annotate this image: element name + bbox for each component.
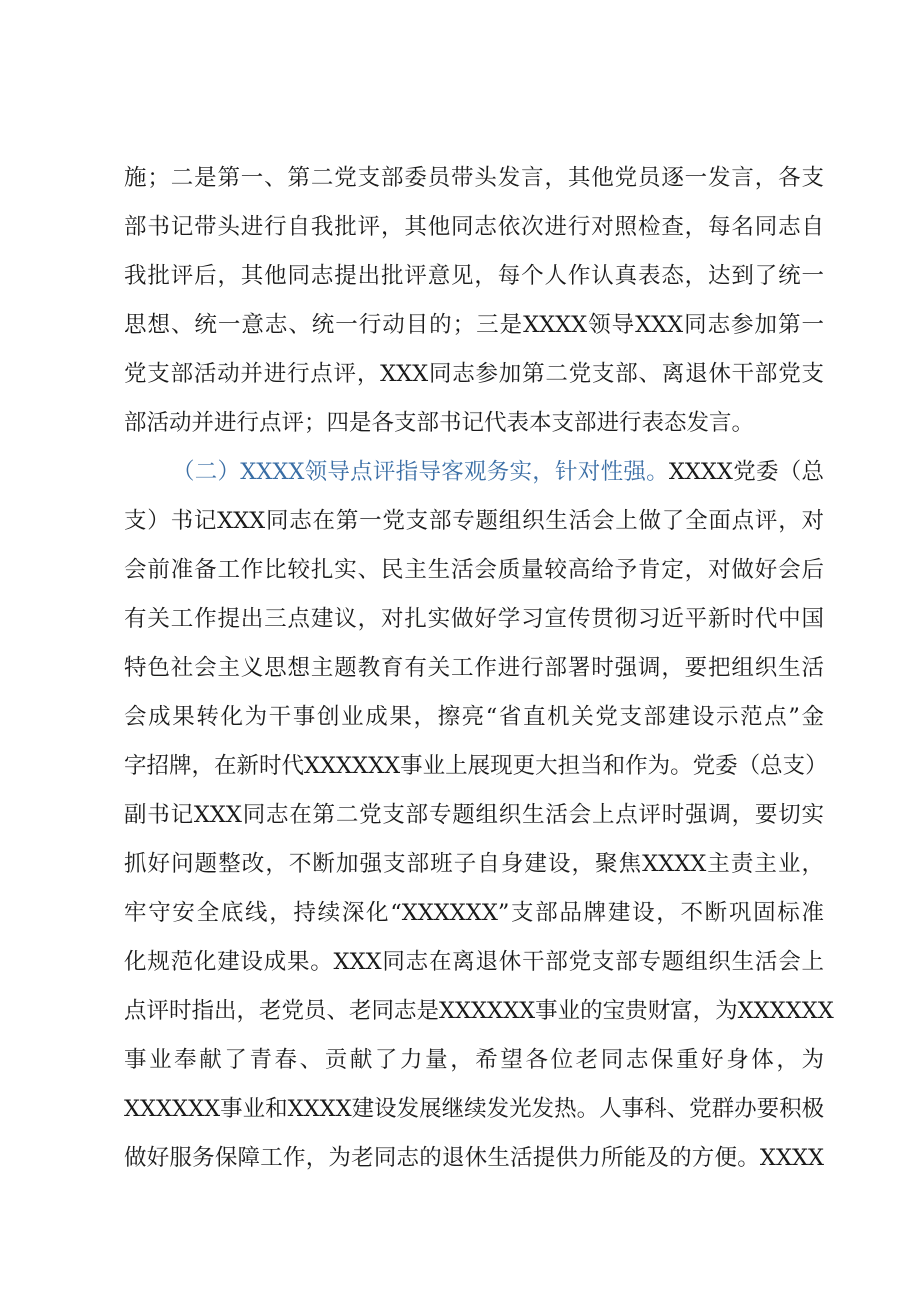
text-line: 点评时指出，老党员、老同志是XXXXXX事业的宝贵财富，为XXXXXX (124, 998, 834, 1024)
text-line: 特色社会主义思想主题教育有关工作进行部署时强调，要把组织生活 (124, 655, 824, 681)
text-line: 化规范化建设成果。XXX同志在离退休干部党支部专题组织生活会上 (124, 949, 824, 975)
text-line: 部活动并进行点评；四是各支部书记代表本支部进行表态发言。 (124, 410, 755, 436)
heading-trailing-text: XXXX党委（总 (668, 459, 824, 485)
text-line: 副书记XXX同志在第二党支部专题组织生活会上点评时强调，要切实 (124, 802, 824, 828)
text-line: 抓好问题整改，不断加强支部班子自身建设，聚焦XXXX主责主业， (124, 851, 824, 877)
text-line: 做好服务保障工作，为老同志的退休生活提供力所能及的方便。XXXX (124, 1145, 824, 1171)
text-line: 部书记带头进行自我批评，其他同志依次进行对照检查，每名同志自 (124, 214, 824, 240)
text-line: 牢守安全底线，持续深化“XXXXXX”支部品牌建设，不断巩固标准 (124, 900, 824, 926)
text-line: 会成果转化为干事创业成果，擦亮“省直机关党支部建设示范点”金 (124, 704, 824, 730)
text-line: XXXXXX事业和XXXX建设发展继续发光发热。人事科、党群办要积极 (124, 1096, 825, 1122)
text-line: 会前准备工作比较扎实、民主生活会质量较高给予肯定，对做好会后 (124, 557, 824, 583)
text-line: 支）书记XXX同志在第一党支部专题组织生活会上做了全面点评，对 (124, 508, 824, 534)
text-line: 我批评后，其他同志提出批评意见，每个人作认真表态，达到了统一 (124, 263, 824, 289)
section-heading: （二）XXXX领导点评指导客观务实，针对性强。 (172, 459, 669, 485)
text-line: 思想、统一意志、统一行动目的；三是XXXX领导XXX同志参加第一 (124, 312, 824, 338)
text-line: 施；二是第一、第二党支部委员带头发言，其他党员逐一发言，各支 (124, 165, 824, 191)
text-line: 党支部活动并进行点评，XXX同志参加第二党支部、离退休干部党支 (124, 361, 824, 387)
text-line: 字招牌，在新时代XXXXXX事业上展现更大担当和作为。党委（总支） (124, 753, 828, 779)
paragraph-first-line (172, 448, 824, 496)
text-line: 有关工作提出三点建议，对扎实做好学习宣传贯彻习近平新时代中国 (124, 606, 824, 632)
text-line: 事业奉献了青春、贡献了力量，希望各位老同志保重好身体，为 (124, 1047, 824, 1073)
